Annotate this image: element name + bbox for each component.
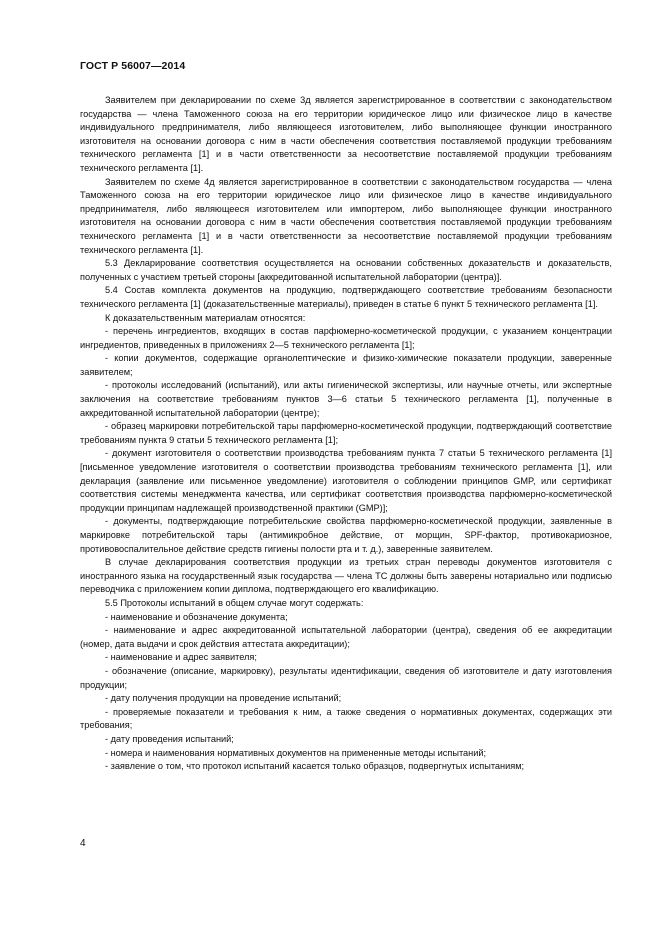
page-number: 4 (80, 838, 86, 849)
list-item: - заявление о том, что протокол испытаний касается только образцов, подвергнутых испытаниям; (105, 761, 525, 772)
paragraph: Заявителем по схеме 4д является зарегистрированное в соответствии с законодательством государства — члена Таможенного союза на его территории юридическое лицо или физическое лицо в качестве индивидуального предпринимателя, либо являющееся изготовителем или импортером, либо выполняющее функции иностранного изготовителя на основании договора с ним в части обеспечения соответствия поставляемой продукции требованиям технического регламента [1] и в части ответственности за несоответствие поставляемой продукции требованиям технического регламента [1]. (80, 176, 612, 255)
paragraph: В случае декларирования соответствия продукции из третьих стран переводы документов изготовителя с иностранного языка на государственный язык государства — члена ТС должны быть заверены нотариально или подписью переводчика с приложением копии диплома, подтверждающего его квалификацию. (80, 557, 612, 595)
list-item: - копии документов, содержащие органолептические и физико-химические показатели продукции, заверенные заявителем; (80, 353, 612, 377)
list-item: - обозначение (описание, маркировку), результаты идентификации, сведения об изготовителе и дату изготовления продукции; (80, 665, 612, 690)
paragraph: 5.3 Декларирование соответствия осуществляется на основании собственных доказательств и доказательств, полученных с участием третьей стороны [аккредитованной испытательной лаборатории (центра)]. (80, 258, 612, 282)
paragraph: К доказательственным материалам относятся: (105, 312, 306, 323)
list-item: - проверяемые показатели и требования к ним, а также сведения о нормативных документах, содержащих эти требования; (80, 706, 612, 731)
list-item: - наименование и адрес аккредитованной испытательной лаборатории (центра), сведения об ее аккредитации (номер, дата выдачи и срок действия аттестата аккредитации); (80, 625, 612, 649)
document-header: ГОСТ Р 56007—2014 (80, 60, 186, 72)
list-item: - наименование и адрес заявителя; (105, 652, 257, 663)
list-item: - перечень ингредиентов, входящих в состав парфюмерно-косметической продукции, с указанием концентрации ингредиентов, приведенных в приложениях 2—5 технического регламента [1]; (80, 326, 612, 350)
list-item: - дату проведения испытаний; (105, 733, 234, 744)
list-item: - наименование и обозначение документа; (105, 611, 288, 622)
paragraph: 5.4 Состав комплекта документов на продукцию, подтверждающего соответствие требованиям безопасности технического регламента [1] (доказательственные материалы), приведен в статье 6 пункт 5 технического регламента [1]. (80, 285, 612, 309)
paragraph: 5.5 Протоколы испытаний в общем случае могут содержать: (105, 597, 364, 608)
list-item: - документ изготовителя о соответствии производства требованиям пункта 7 статьи 5 технического регламента [1] [письменное уведомление изготовителя о соответствии производства требованиям технического регламента [1], или декларация (заявление или письменное уведомление) изготовителя о соблюдении принципов GMP, или сертификат соответствия системы менеджмента качества, или сертификат соответствия производства парфюмерно-косметической продукции принципам надлежащей производственной практики (GMP)]; (80, 448, 612, 513)
paragraph: Заявителем при декларировании по схеме 3д является зарегистрированное в соответствии с законодательством государства — члена Таможенного союза на его территории юридическое лицо или физическое лицо в качестве индивидуального предпринимателя, либо являющееся изготовителем, либо выполняющее функции иностранного изготовителя на основании договора с ним в части обеспечения соответствия поставляемой продукции требованиям технического регламента [1] и в части ответственности за несоответствие поставляемой продукции требованиям технического регламента [1]. (80, 95, 612, 173)
list-item: - номера и наименования нормативных документов на примененные методы испытаний; (105, 747, 487, 758)
list-item: - документы, подтверждающие потребительские свойства парфюмерно-косметической продукции, заявленные в маркировке потребительской тары (антимикробное действие, от морщин, SPF-фактор, противокариозное, противовоспалительное действие средств гигиены полости рта и т. д.), заверенные заявителем. (80, 516, 612, 554)
document-body (80, 94, 612, 774)
list-item: - дату получения продукции на проведение испытаний; (105, 693, 342, 704)
list-item: - образец маркировки потребительской тары парфюмерно-косметической продукции, подтверждающий соответствие требованиям пункта 9 статьи 5 технического регламента [1]; (80, 421, 612, 445)
list-item: - протоколы исследований (испытаний), или акты гигиенической экспертизы, или научные отчеты, или экспертные заключения на соответствие требованиям пунктов 3—6 статьи 5 технического регламента [1], полученные в аккредитованной испытательной лаборатории (центре); (80, 380, 612, 418)
